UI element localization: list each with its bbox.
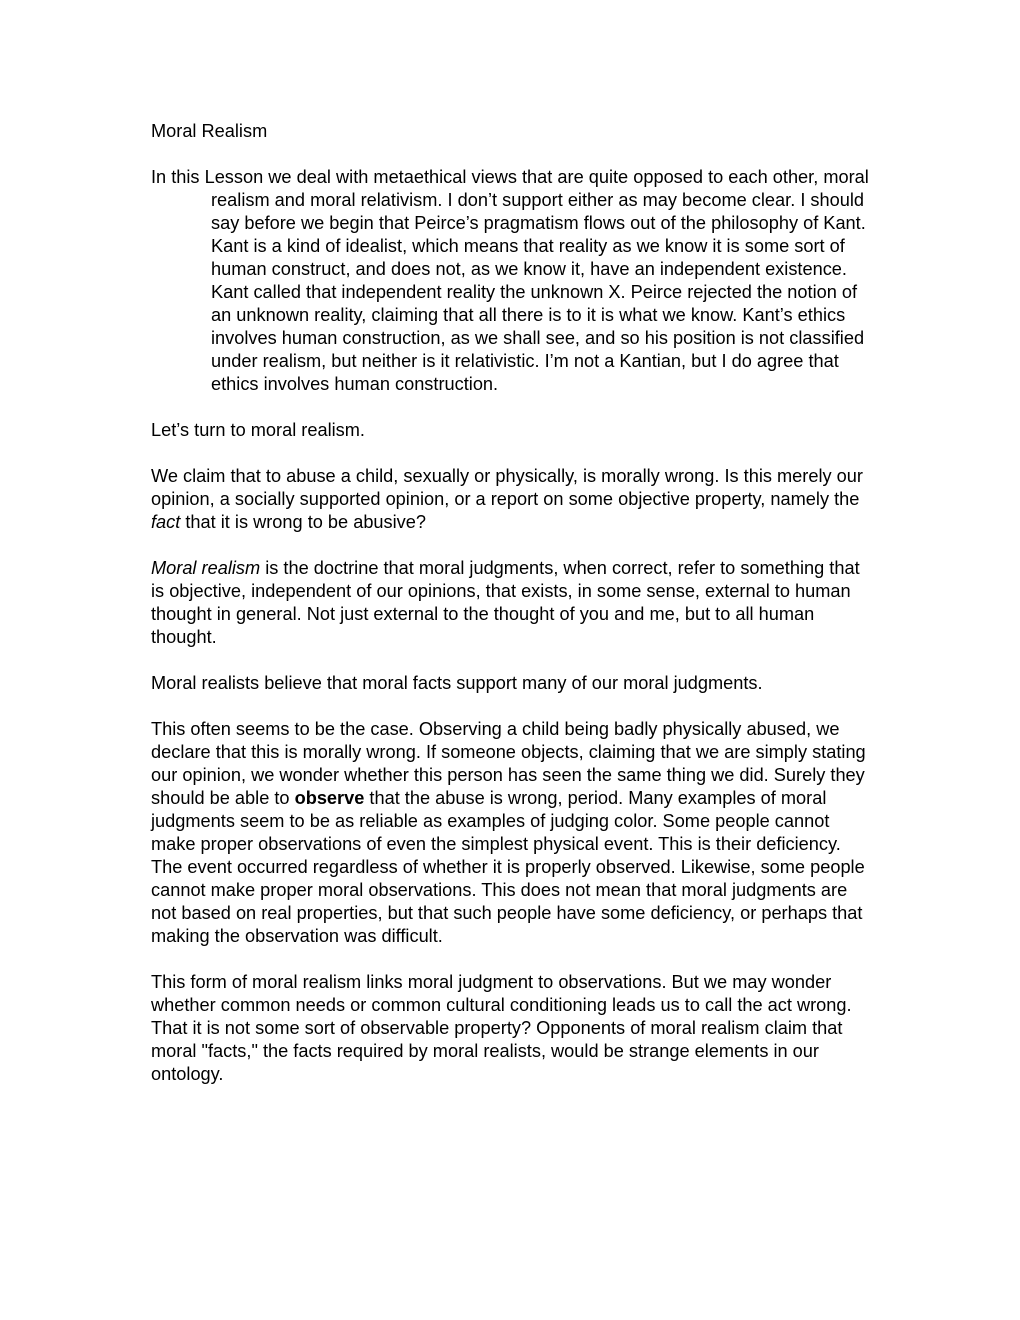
case-text-after: that the abuse is wrong, period. Many examples of moral judgments seem to be as reliable as examples of judging color. Some people cannot make proper observations of even the simplest physical event. This is their deficiency. The event occurred regardless of whether it is properly observed. Likewise, some people cannot make proper moral observations. This does not mean that moral judgments are not based on real properties, but that such people have some deficiency, or perhaps that making the observation was difficult.: [151, 788, 865, 946]
fact-emphasis: fact: [151, 512, 181, 532]
abuse-text-after: that it is wrong to be abusive?: [180, 512, 427, 532]
case-paragraph: [151, 718, 871, 948]
form-paragraph: This form of moral realism links moral judgment to observations. But we may wonder whether common needs or common cultural conditioning leads us to call the act wrong. That it is not some sort of observable property? Opponents of moral realism claim that moral "facts," the facts required by moral realists, would be strange elements in our ontology.: [151, 972, 852, 1084]
case-text-before: This often seems to be the case. Observing a child being badly physically abused, we declare that this is morally wrong. If someone objects, claiming that we are simply stating our opinion, we wonder whether this person has seen the same thing we did. Surely they should be able to: [151, 719, 866, 808]
definition-paragraph: [151, 557, 871, 649]
abuse-text-before: We claim that to abuse a child, sexually or physically, is morally wrong. Is this merely our opinion, a socially supported opinion, or a report on some objective property, namely the: [151, 466, 863, 509]
definition-text: is the doctrine that moral judgments, when correct, refer to something that is objective, independent of our opinions, that exists, in some sense, external to human thought in general. Not just external to the thought of you and me, but to all human thought.: [151, 558, 860, 647]
abuse-paragraph: [151, 465, 871, 534]
document-page: [151, 120, 871, 1109]
document-title: Moral Realism: [151, 121, 268, 141]
intro-paragraph: In this Lesson we deal with metaethical views that are quite opposed to each other, moral realism and moral relativism. I don’t support either as may become clear. I should say before we begin that Peirce’s pragmatism flows out of the philosophy of Kant. Kant is a kind of idealist, which means that reality as we know it is some sort of human construct, and does not, as we know it, have an independent existence. Kant called that independent reality the unknown X. Peirce rejected the notion of an unknown reality, claiming that all there is to it is what we know. Kant’s ethics involves human construction, as we shall see, and so his position is not classified under realism, but neither is it relativistic. I’m not a Kantian, but I do agree that ethics involves human construction.: [151, 167, 869, 394]
turn-paragraph: Let’s turn to moral realism.: [151, 420, 365, 440]
moral-realism-term: Moral realism: [151, 558, 261, 578]
facts-paragraph: Moral realists believe that moral facts support many of our moral judgments.: [151, 673, 763, 693]
observe-strong: observe: [294, 788, 365, 808]
